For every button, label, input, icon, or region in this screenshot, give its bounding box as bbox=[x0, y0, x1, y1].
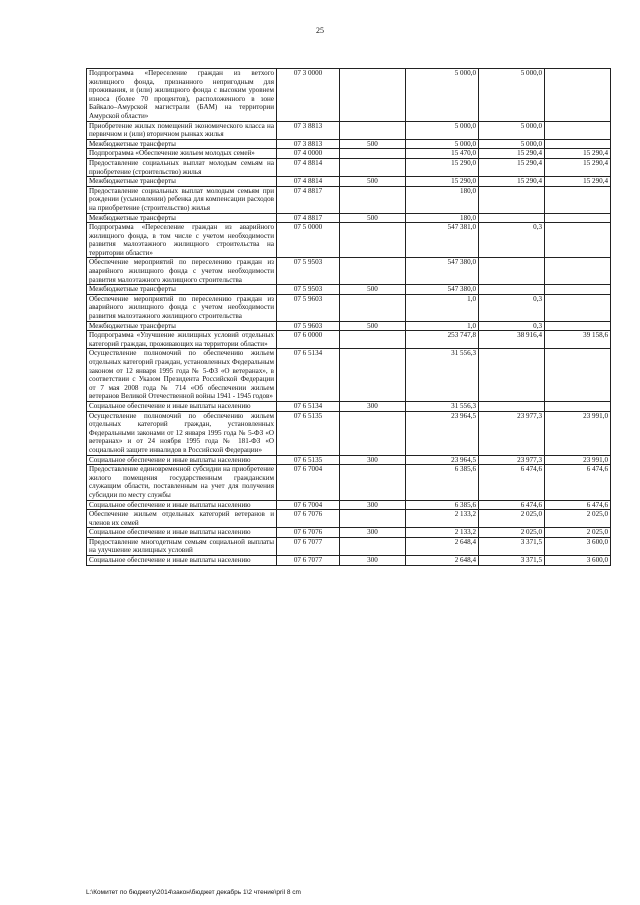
target-code: 07 5 9603 bbox=[277, 294, 340, 321]
sum-2017: 15 290,4 bbox=[545, 158, 611, 176]
sum-2016 bbox=[479, 285, 545, 295]
sum-2016: 2 025,0 bbox=[479, 510, 545, 528]
expense-type-code bbox=[340, 510, 406, 528]
budget-item-name: Социальное обеспечение и иные выплаты населению bbox=[87, 455, 277, 465]
sum-2015: 5 000,0 bbox=[406, 69, 479, 122]
expense-type-code bbox=[340, 158, 406, 176]
table-row bbox=[87, 528, 611, 538]
sum-2015: 1,0 bbox=[406, 321, 479, 331]
expense-type-code bbox=[340, 258, 406, 285]
table-row bbox=[87, 331, 611, 349]
sum-2016: 0,3 bbox=[479, 223, 545, 258]
budget-item-name: Социальное обеспечение и иные выплаты населению bbox=[87, 528, 277, 538]
sum-2017: 2 025,0 bbox=[545, 510, 611, 528]
expense-type-code bbox=[340, 186, 406, 213]
sum-2017 bbox=[545, 349, 611, 402]
budget-item-name: Приобретение жилых помещений экономического класса на первичном и (или) вторичном рынках жилья bbox=[87, 121, 277, 139]
sum-2017: 23 991,0 bbox=[545, 411, 611, 455]
target-code: 07 3 8813 bbox=[277, 139, 340, 149]
table-row bbox=[87, 149, 611, 159]
sum-2016: 15 290,4 bbox=[479, 177, 545, 187]
sum-2017 bbox=[545, 294, 611, 321]
budget-item-name: Подпрограмма «Переселение граждан из аварийного жилищного фонда, в том числе с учетом необходимости развития малоэтажного жилищного строительства на территории области» bbox=[87, 223, 277, 258]
sum-2017: 6 474,6 bbox=[545, 500, 611, 510]
target-code: 07 4 0000 bbox=[277, 149, 340, 159]
target-code: 07 5 9603 bbox=[277, 321, 340, 331]
target-code: 07 6 7004 bbox=[277, 465, 340, 500]
sum-2015: 5 000,0 bbox=[406, 121, 479, 139]
budget-item-name: Подпрограмма «Переселение граждан из ветхого жилищного фонда, признанного непригодным для проживания, и (или) жилищного фонда с высоким уровнем износа (более 70 процентов), расположенного в зоне Байкало–Амурской магистрали (БАМ) на территории Амурской области» bbox=[87, 69, 277, 122]
expense-type-code bbox=[340, 331, 406, 349]
budget-item-name: Социальное обеспечение и иные выплаты населению bbox=[87, 401, 277, 411]
target-code: 07 4 8817 bbox=[277, 213, 340, 223]
table-row bbox=[87, 349, 611, 402]
table-row bbox=[87, 537, 611, 555]
target-code: 07 6 5135 bbox=[277, 411, 340, 455]
sum-2016: 3 371,5 bbox=[479, 537, 545, 555]
table-row bbox=[87, 510, 611, 528]
budget-item-name: Обеспечение жильем отдельных категорий ветеранов и членов их семей bbox=[87, 510, 277, 528]
target-code: 07 4 8814 bbox=[277, 177, 340, 187]
budget-item-name: Предоставление социальных выплат молодым семьям на приобретение (строительство) жилья bbox=[87, 158, 277, 176]
sum-2017: 23 991,0 bbox=[545, 455, 611, 465]
budget-item-name: Осуществление полномочий по обеспечению жильем отдельных категорий граждан, установленных Федеральным законом от 12 января 1995 года № 5-ФЗ «О ветеранах», в соответствии с Указом Президента Российской Федерации от 7 мая 2008 года № 714 «Об обеспечении жильем ветеранов Великой Отечественной войны 1941 - 1945 годов» bbox=[87, 349, 277, 402]
target-code: 07 4 8814 bbox=[277, 158, 340, 176]
sum-2017 bbox=[545, 223, 611, 258]
sum-2017: 39 158,6 bbox=[545, 331, 611, 349]
sum-2015: 2 648,4 bbox=[406, 556, 479, 566]
budget-item-name: Осуществление полномочий по обеспечению жильем отдельных категорий граждан, установленных Федеральными законами от 12 января 1995 года № 5-ФЗ «О ветеранах» и от 24 ноября 1995 года № 181-ФЗ «О социальной защите инвалидов в Российской Федерации» bbox=[87, 411, 277, 455]
sum-2015: 2 648,4 bbox=[406, 537, 479, 555]
budget-item-name: Обеспечение мероприятий по переселению граждан из аварийного жилищного фонда с учетом необходимости развития малоэтажного жилищного строительства bbox=[87, 294, 277, 321]
target-code: 07 6 7077 bbox=[277, 537, 340, 555]
target-code: 07 6 5134 bbox=[277, 349, 340, 402]
sum-2017: 15 290,4 bbox=[545, 149, 611, 159]
expense-type-code bbox=[340, 537, 406, 555]
sum-2017 bbox=[545, 139, 611, 149]
sum-2015: 547 380,0 bbox=[406, 285, 479, 295]
sum-2016 bbox=[479, 213, 545, 223]
expense-type-code: 300 bbox=[340, 401, 406, 411]
sum-2017 bbox=[545, 213, 611, 223]
sum-2017 bbox=[545, 121, 611, 139]
table-row bbox=[87, 294, 611, 321]
expense-type-code: 300 bbox=[340, 455, 406, 465]
sum-2017: 3 600,0 bbox=[545, 556, 611, 566]
sum-2017: 3 600,0 bbox=[545, 537, 611, 555]
target-code: 07 5 9503 bbox=[277, 285, 340, 295]
budget-item-name: Социальное обеспечение и иные выплаты населению bbox=[87, 556, 277, 566]
expense-type-code: 500 bbox=[340, 285, 406, 295]
sum-2017 bbox=[545, 401, 611, 411]
table-row bbox=[87, 158, 611, 176]
sum-2016: 6 474,6 bbox=[479, 500, 545, 510]
table-row bbox=[87, 177, 611, 187]
sum-2015: 547 381,0 bbox=[406, 223, 479, 258]
target-code: 07 6 0000 bbox=[277, 331, 340, 349]
expense-type-code: 300 bbox=[340, 528, 406, 538]
sum-2015: 31 556,3 bbox=[406, 349, 479, 402]
expense-type-code: 500 bbox=[340, 177, 406, 187]
sum-2016 bbox=[479, 258, 545, 285]
table-row bbox=[87, 258, 611, 285]
table-row bbox=[87, 213, 611, 223]
budget-item-name: Межбюджетные трансферты bbox=[87, 139, 277, 149]
sum-2015: 15 470,0 bbox=[406, 149, 479, 159]
sum-2017 bbox=[545, 321, 611, 331]
budget-item-name: Межбюджетные трансферты bbox=[87, 321, 277, 331]
sum-2015: 180,0 bbox=[406, 213, 479, 223]
sum-2016: 15 290,4 bbox=[479, 158, 545, 176]
table-row bbox=[87, 500, 611, 510]
sum-2015: 6 385,6 bbox=[406, 465, 479, 500]
sum-2016: 5 000,0 bbox=[479, 139, 545, 149]
expense-type-code bbox=[340, 149, 406, 159]
sum-2016: 5 000,0 bbox=[479, 69, 545, 122]
table-row bbox=[87, 455, 611, 465]
sum-2015: 6 385,6 bbox=[406, 500, 479, 510]
sum-2015: 5 000,0 bbox=[406, 139, 479, 149]
page-number: 25 bbox=[316, 26, 324, 35]
budget-item-name: Подпрограмма «Улучшение жилищных условий отдельных категорий граждан, проживающих на территории области» bbox=[87, 331, 277, 349]
sum-2015: 15 290,0 bbox=[406, 158, 479, 176]
target-code: 07 6 5134 bbox=[277, 401, 340, 411]
sum-2017 bbox=[545, 285, 611, 295]
sum-2016: 6 474,6 bbox=[479, 465, 545, 500]
sum-2016: 38 916,4 bbox=[479, 331, 545, 349]
target-code: 07 6 7004 bbox=[277, 500, 340, 510]
sum-2016: 23 977,3 bbox=[479, 455, 545, 465]
budget-item-name: Предоставление социальных выплат молодым семьям при рождении (усыновлении) ребенка для компенсации расходов на приобретение (строительство) жилья bbox=[87, 186, 277, 213]
budget-table-body bbox=[87, 69, 611, 566]
budget-item-name: Обеспечение мероприятий по переселению граждан из аварийного жилищного фонда с учетом необходимости развития малоэтажного жилищного строительства bbox=[87, 258, 277, 285]
target-code: 07 4 8817 bbox=[277, 186, 340, 213]
table-row bbox=[87, 465, 611, 500]
target-code: 07 5 9503 bbox=[277, 258, 340, 285]
sum-2015: 1,0 bbox=[406, 294, 479, 321]
table-row bbox=[87, 121, 611, 139]
sum-2017: 2 025,0 bbox=[545, 528, 611, 538]
sum-2017 bbox=[545, 186, 611, 213]
sum-2016 bbox=[479, 349, 545, 402]
table-row bbox=[87, 401, 611, 411]
table-row bbox=[87, 411, 611, 455]
table-row bbox=[87, 285, 611, 295]
budget-item-name: Межбюджетные трансферты bbox=[87, 213, 277, 223]
file-path-footer: L:\Комитет по бюджету\2014\закон\бюджет декабрь 1\2 чтение\pril 8 cm bbox=[86, 889, 301, 896]
budget-item-name: Предоставление многодетным семьям социальной выплаты на улучшение жилищных условий bbox=[87, 537, 277, 555]
sum-2017: 6 474,6 bbox=[545, 465, 611, 500]
sum-2015: 23 964,5 bbox=[406, 455, 479, 465]
table-row bbox=[87, 321, 611, 331]
target-code: 07 3 8813 bbox=[277, 121, 340, 139]
sum-2016: 5 000,0 bbox=[479, 121, 545, 139]
expense-type-code bbox=[340, 69, 406, 122]
sum-2015: 180,0 bbox=[406, 186, 479, 213]
table-row bbox=[87, 186, 611, 213]
expense-type-code: 500 bbox=[340, 321, 406, 331]
sum-2015: 2 133,2 bbox=[406, 510, 479, 528]
budget-item-name: Межбюджетные трансферты bbox=[87, 177, 277, 187]
expense-type-code bbox=[340, 349, 406, 402]
table-row bbox=[87, 223, 611, 258]
sum-2015: 547 380,0 bbox=[406, 258, 479, 285]
target-code: 07 6 7076 bbox=[277, 528, 340, 538]
expense-type-code bbox=[340, 223, 406, 258]
table-row bbox=[87, 139, 611, 149]
target-code: 07 6 5135 bbox=[277, 455, 340, 465]
sum-2016: 2 025,0 bbox=[479, 528, 545, 538]
sum-2016: 15 290,4 bbox=[479, 149, 545, 159]
table-row bbox=[87, 556, 611, 566]
sum-2016: 3 371,5 bbox=[479, 556, 545, 566]
target-code: 07 6 7076 bbox=[277, 510, 340, 528]
budget-item-name: Межбюджетные трансферты bbox=[87, 285, 277, 295]
sum-2015: 2 133,2 bbox=[406, 528, 479, 538]
expense-type-code: 300 bbox=[340, 500, 406, 510]
target-code: 07 6 7077 bbox=[277, 556, 340, 566]
sum-2016: 0,3 bbox=[479, 294, 545, 321]
sum-2017: 15 290,4 bbox=[545, 177, 611, 187]
expense-type-code bbox=[340, 465, 406, 500]
expense-type-code: 500 bbox=[340, 213, 406, 223]
budget-item-name: Подпрограмма «Обеспечение жильем молодых семей» bbox=[87, 149, 277, 159]
sum-2015: 31 556,3 bbox=[406, 401, 479, 411]
sum-2015: 253 747,8 bbox=[406, 331, 479, 349]
sum-2017 bbox=[545, 258, 611, 285]
budget-table bbox=[86, 68, 611, 566]
target-code: 07 5 0000 bbox=[277, 223, 340, 258]
budget-item-name: Предоставление единовременной субсидии на приобретение жилого помещения государственным гражданским служащим области, поставленным на учет для получения субсидии по месту службы bbox=[87, 465, 277, 500]
sum-2016 bbox=[479, 401, 545, 411]
sum-2015: 15 290,0 bbox=[406, 177, 479, 187]
expense-type-code: 300 bbox=[340, 556, 406, 566]
table-row bbox=[87, 69, 611, 122]
budget-item-name: Социальное обеспечение и иные выплаты населению bbox=[87, 500, 277, 510]
expense-type-code bbox=[340, 121, 406, 139]
expense-type-code bbox=[340, 294, 406, 321]
sum-2016: 0,3 bbox=[479, 321, 545, 331]
sum-2016 bbox=[479, 186, 545, 213]
target-code: 07 3 0000 bbox=[277, 69, 340, 122]
sum-2017 bbox=[545, 69, 611, 122]
expense-type-code bbox=[340, 411, 406, 455]
sum-2015: 23 964,5 bbox=[406, 411, 479, 455]
sum-2016: 23 977,3 bbox=[479, 411, 545, 455]
expense-type-code: 500 bbox=[340, 139, 406, 149]
